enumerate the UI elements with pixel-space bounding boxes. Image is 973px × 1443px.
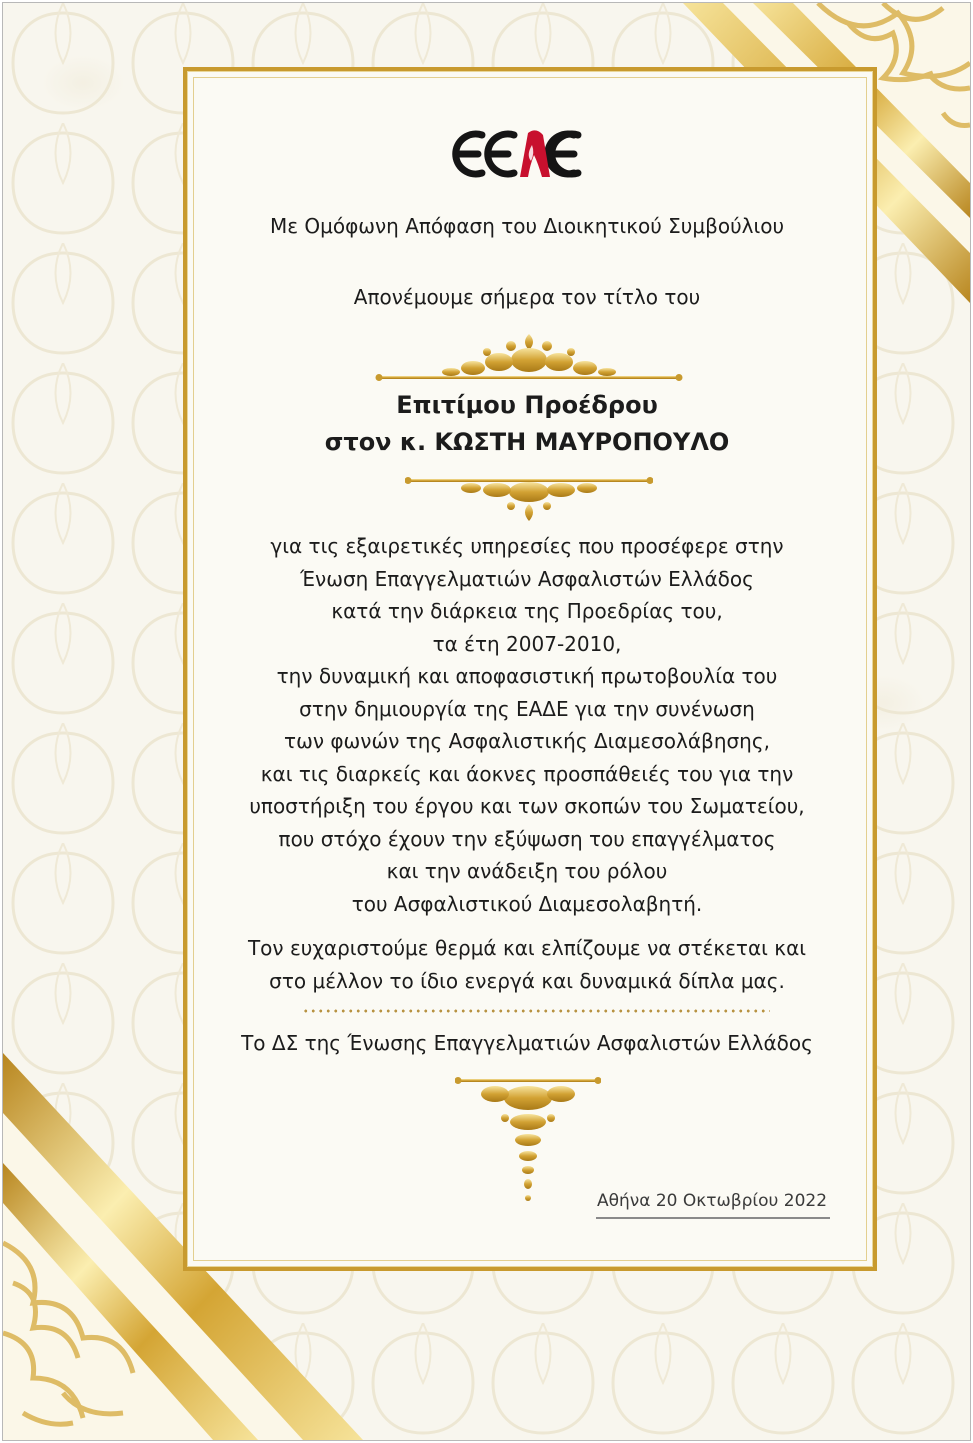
citation-line: στην δημιουργία της ΕΑΔΕ για την συνένωση bbox=[299, 696, 755, 721]
award-intro: Απονέμουμε σήμερα τον τίτλο του bbox=[353, 285, 701, 309]
eeae-logo bbox=[448, 125, 612, 183]
citation-body bbox=[180, 530, 874, 920]
citation-line: και τις διαρκείς και άοκνες προσπάθειές του για την bbox=[260, 761, 794, 786]
ornament-top-divider bbox=[375, 330, 683, 386]
issue-date: Αθήνα 20 Οκτωβρίου 2022 bbox=[596, 1191, 828, 1211]
thanks-paragraph bbox=[180, 932, 874, 997]
date-underline bbox=[596, 1217, 830, 1219]
honorary-title: Επιτίμου Προέδρου bbox=[396, 391, 658, 419]
citation-line: του Ασφαλιστικού Διαμεσολαβητή. bbox=[351, 891, 703, 916]
thanks-line: στο μέλλον το ίδιο ενεργά και δυναμικά δίπλα μας. bbox=[269, 968, 785, 993]
citation-line: κατά την διάρκεια της Προεδρίας του, bbox=[331, 599, 723, 623]
ornament-bottom-divider bbox=[405, 474, 653, 524]
resolution-statement: Με Ομόφωνη Απόφαση του Διοικητικού Συμβούλιου bbox=[269, 214, 785, 238]
citation-line: υποστήριξη του έργου και των σκοπών του Σωματείου, bbox=[249, 794, 805, 818]
citation-line: τα έτη 2007-2010, bbox=[432, 631, 622, 656]
board-signature: Το ΔΣ της Ένωσης Επαγγελματιών Ασφαλιστών Ελλάδος bbox=[241, 1031, 813, 1055]
citation-line: Ένωση Επαγγελματιών Ασφαλιστών Ελλάδος bbox=[300, 566, 754, 591]
honoree-name: στον κ. ΚΩΣΤΗ ΜΑΥΡΟΠΟΥΛΟ bbox=[324, 428, 730, 456]
dotted-separator bbox=[302, 1009, 770, 1013]
ornament-pendant bbox=[455, 1074, 601, 1206]
citation-line: των φωνών της Ασφαλιστικής Διαμεσολάβησης, bbox=[284, 729, 770, 753]
citation-line: την δυναμική και αποφασιστική πρωτοβουλία του bbox=[276, 664, 778, 688]
citation-line: και την ανάδειξη του ρόλου bbox=[386, 859, 668, 883]
citation-line: για τις εξαιρετικές υπηρεσίες που προσέφερε στην bbox=[270, 534, 784, 558]
citation-line: που στόχο έχουν την εξύψωση του επαγγέλματος bbox=[278, 826, 776, 851]
thanks-line: Τον ευχαριστούμε θερμά και ελπίζουμε να στέκεται και bbox=[247, 936, 807, 960]
